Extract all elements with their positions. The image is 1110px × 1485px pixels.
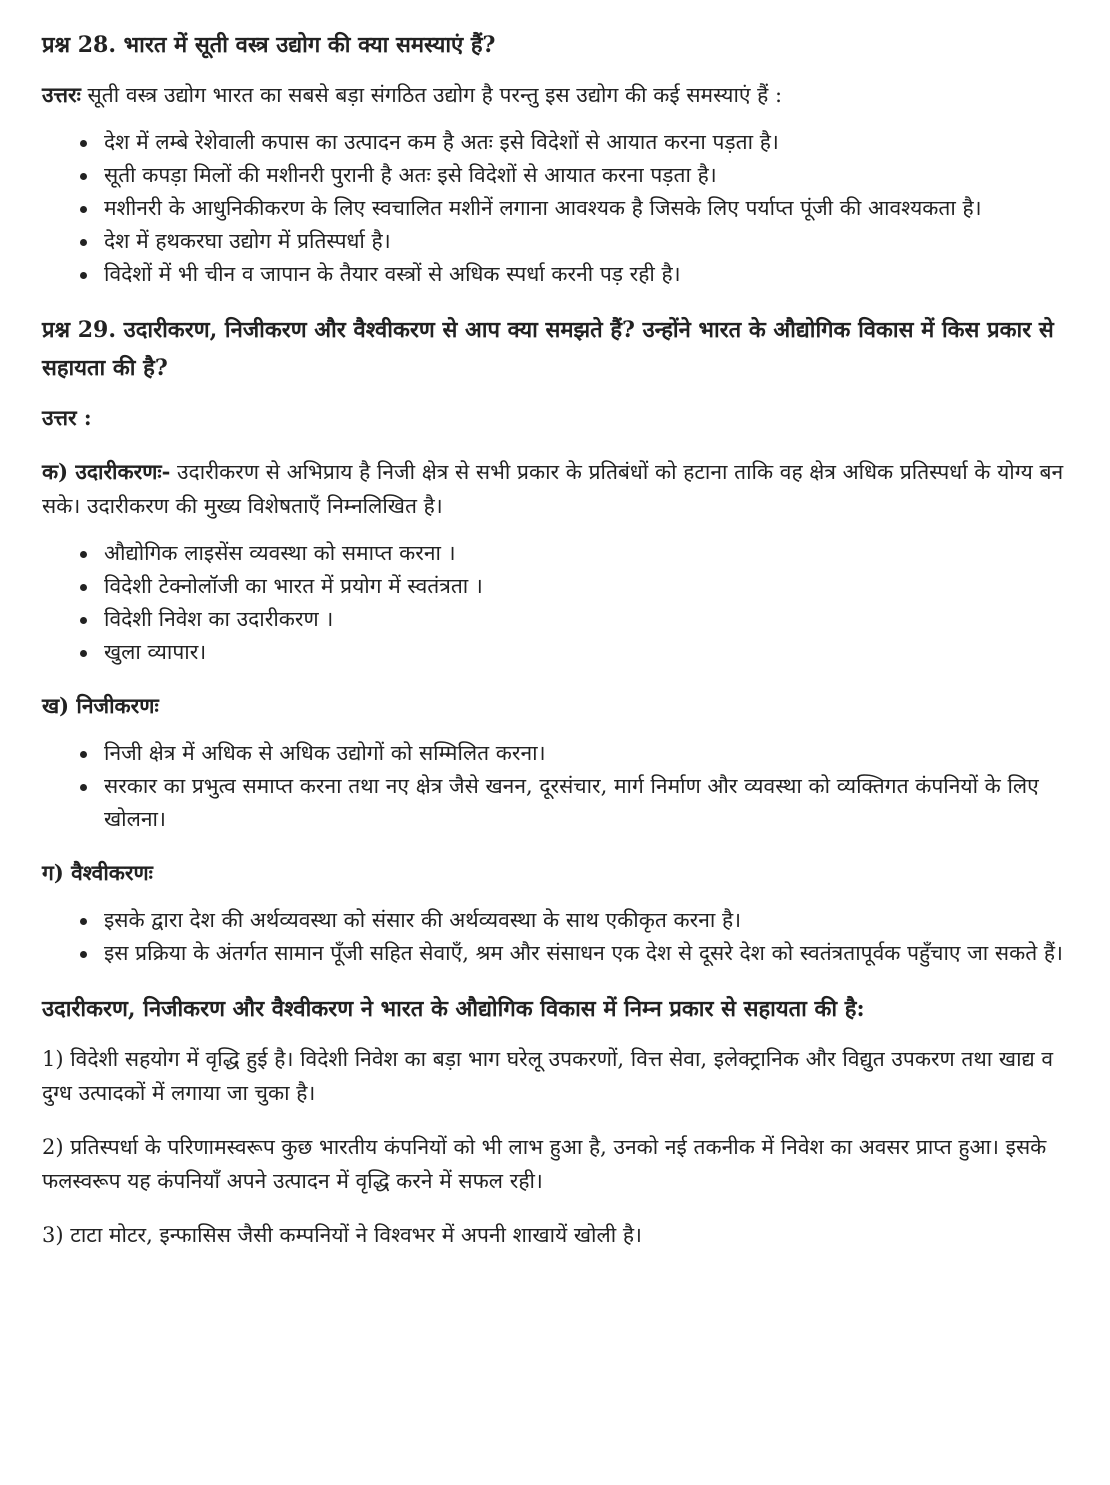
list-item: खुला व्यापार। [104,636,1070,669]
answer-29-label: उत्तर : [42,405,92,430]
list-item: सरकार का प्रभुत्व समाप्त करना तथा नए क्षेत्र जैसे खनन, दूरसंचार, मार्ग निर्माण और व्यवस्था को व्यक्तिगत कंपनियों के लिए खोलना। [104,770,1070,836]
contribution-point-1: 1) विदेशी सहयोग में वृद्धि हुई है। विदेशी निवेश का बड़ा भाग घरेलू उपकरणों, वित्त सेवा, इलेक्ट्रानिक और विद्युत उपकरण तथा खाद्य व दुग्ध उत्पादकों में लगाया जा चुका है। [42,1047,1054,1105]
liberalization-heading: क) उदारीकरणः- [42,459,171,484]
answer-text: सूती वस्त्र उद्योग भारत का सबसे बड़ा संगठित उद्योग है परन्तु इस उद्योग की कई समस्याएं हैं : [87,83,783,107]
liberalization-list [42,537,1070,669]
globalization-list [42,904,1070,970]
list-item: इसके द्वारा देश की अर्थव्यवस्था को संसार की अर्थव्यवस्था के साथ एकीकृत करना है। [104,904,1070,937]
question-28: प्रश्न 28. भारत में सूती वस्त्र उद्योग की क्या समस्याएं हैं? [42,32,496,58]
list-item: निजी क्षेत्र में अधिक से अधिक उद्योगों को सम्मिलित करना। [104,737,1070,770]
question-29: प्रश्न 29. उदारीकरण, निजीकरण और वैश्वीकरण से आप क्या समझते हैं? उन्होंने भारत के औद्योगिक विकास में किस प्रकार से सहायता की है? [42,317,1054,381]
list-item: इस प्रक्रिया के अंतर्गत सामान पूँजी सहित सेवाएँ, श्रम और संसाधन एक देश से दूसरे देश को स्वतंत्रतापूर्वक पहुँचाए जा सकते हैं। [104,937,1070,970]
answer-label: उत्तरः [42,82,81,107]
list-item: सूती कपड़ा मिलों की मशीनरी पुरानी है अतः इसे विदेशों से आयात करना पड़ता है। [104,159,1070,192]
list-item: देश में हथकरघा उद्योग में प्रतिस्पर्धा है। [104,225,1070,258]
list-item: विदेशी टेक्नोलॉजी का भारत में प्रयोग में स्वतंत्रता । [104,570,1070,603]
privatization-list [42,737,1070,836]
list-item: विदेशों में भी चीन व जापान के तैयार वस्त्रों से अधिक स्पर्धा करनी पड़ रही है। [104,258,1070,291]
list-item: विदेशी निवेश का उदारीकरण । [104,603,1070,636]
contribution-point-2: 2) प्रतिस्पर्धा के परिणामस्वरूप कुछ भारतीय कंपनियों को भी लाभ हुआ है, उनको नई तकनीक में निवेश का अवसर प्राप्त हुआ। इसके फलस्वरूप यह कंपनियाँ अपने उत्पादन में वृद्धि करने में सफल रही। [42,1135,1047,1193]
liberalization-paragraph [42,455,1070,523]
answer-28-intro [42,78,1070,112]
list-item: देश में लम्बे रेशेवाली कपास का उत्पादन कम है अतः इसे विदेशों से आयात करना पड़ता है। [104,126,1070,159]
globalization-heading: ग) वैश्वीकरणः [42,860,153,885]
list-item: मशीनरी के आधुनिकीकरण के लिए स्वचालित मशीनें लगाना आवश्यक है जिसके लिए पर्याप्त पूंजी की आवश्यकता है। [104,192,1070,225]
liberalization-text: उदारीकरण से अभिप्राय है निजी क्षेत्र से सभी प्रकार के प्रतिबंधों को हटाना ताकि वह क्षेत्र अधिक प्रतिस्पर्धा के योग्य बन सके। उदारीकरण की मुख्य विशेषताएँ निम्नलिखित है। [42,460,1064,518]
privatization-heading: ख) निजीकरणः [42,693,159,718]
contribution-point-3: 3) टाटा मोटर, इन्फासिस जैसी कम्पनियों ने विश्वभर में अपनी शाखायें खोली है। [42,1223,642,1247]
list-item: औद्योगिक लाइसेंस व्यवस्था को समाप्त करना । [104,537,1070,570]
contribution-heading: उदारीकरण, निजीकरण और वैश्वीकरण ने भारत के औद्योगिक विकास में निम्न प्रकार से सहायता की है: [42,996,865,1022]
q28-problem-list [42,126,1070,291]
